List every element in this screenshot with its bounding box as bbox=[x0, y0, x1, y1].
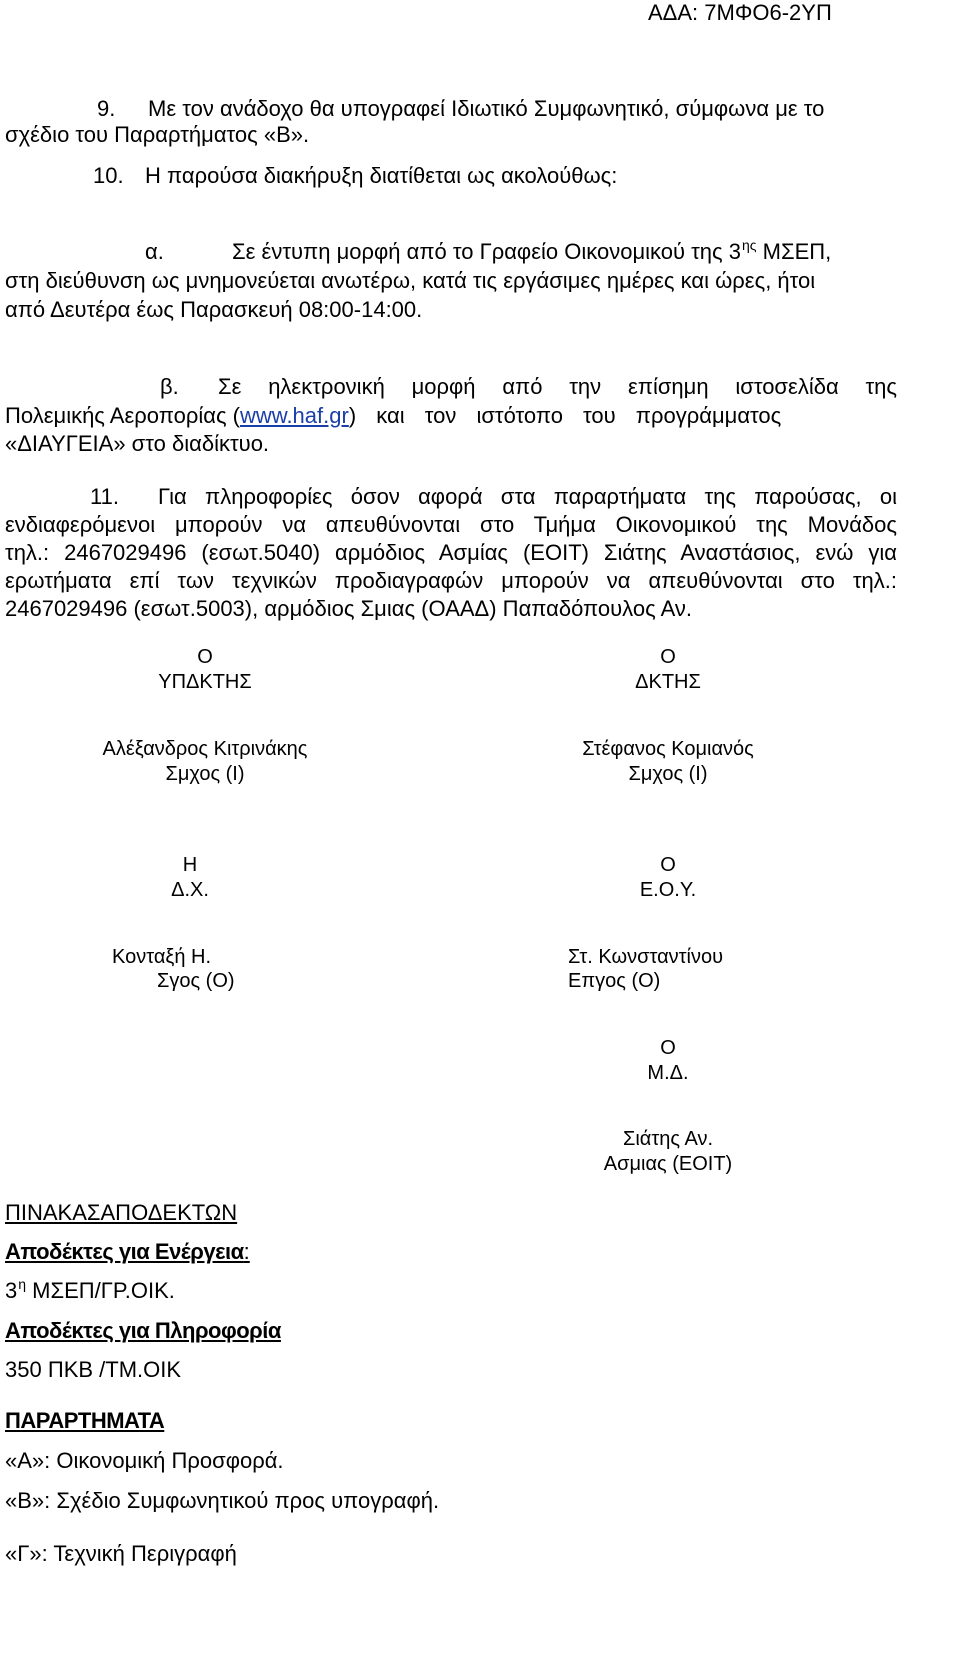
subitem-a-line-2: στη διεύθυνση ως μνημονεύεται ανωτέρω, κατά τις εργάσιμες ημέρες και ώρες, ήτοι bbox=[5, 268, 816, 293]
action-recipient-item: $3^\eta$ ΜΣΕΠ/ΓΡ.ΟΙΚ. bbox=[5, 1276, 175, 1303]
signature-left-1-rank: Σμχος (Ι) bbox=[165, 763, 245, 785]
paragraph-11-line-4: ερωτήματα επί των τεχνικών προδιαγραφών μπορούν να απευθύνονται στο τηλ.: bbox=[5, 568, 897, 593]
signature-left-2-rank: Σγος (Ο) bbox=[157, 970, 235, 992]
annex-b: «Β»: Σχέδιο Συμφωνητικού προς υπογραφή. bbox=[5, 1488, 440, 1513]
paragraph-11-line-1: Για πληροφορίες όσον αφορά στα παραρτήματα της παρούσας, οι bbox=[158, 484, 897, 509]
paragraph-11-line-2: ενδιαφερόμενοι μπορούν να απευθύνονται στο Τμήμα Οικονομικού της Μονάδος bbox=[5, 512, 897, 537]
paragraph-9-line-2: σχέδιο του Παραρτήματος «Β». bbox=[5, 122, 310, 147]
signature-right-1-title: ΔΚΤΗΣ bbox=[635, 671, 701, 693]
subitem-a-label: α. bbox=[145, 239, 164, 264]
action-recipients-heading: Αποδέκτες για Ενέργεια: bbox=[5, 1239, 250, 1264]
annex-a: «Α»: Οικονομική Προσφορά. bbox=[5, 1448, 284, 1473]
subitem-b-line-3: «ΔΙΑΥΓΕΙΑ» στο διαδίκτυο. bbox=[5, 431, 270, 456]
paragraph-9-number: 9. bbox=[97, 96, 116, 121]
signature-center-rank: Ασμιας (ΕΟΙΤ) bbox=[603, 1153, 733, 1175]
annexes-heading: ΠΑΡΑΡΤΗΜΑΤΑ bbox=[5, 1408, 165, 1433]
signature-left-1-name: Αλέξανδρος Κιτρινάκης bbox=[102, 738, 308, 760]
signature-left-1-article: Ο bbox=[197, 646, 213, 668]
signature-right-2-rank: Επγος (Ο) bbox=[568, 970, 661, 992]
subitem-b-line-2: Πολεμικής Αεροπορίας (www.haf.gr) και τον ιστότοπο του προγράμματος bbox=[5, 403, 782, 428]
signature-right-1-article: Ο bbox=[660, 646, 676, 668]
subitem-a-line-3: από Δευτέρα έως Παρασκευή 08:00-14:00. bbox=[5, 297, 423, 322]
signature-left-2-title: Δ.Χ. bbox=[171, 879, 209, 901]
signature-right-1-rank: Σμχος (Ι) bbox=[628, 763, 708, 785]
paragraph-10-text: Η παρούσα διακήρυξη διατίθεται ως ακολούθως: bbox=[145, 163, 618, 188]
signature-right-1-name: Στέφανος Κομιανός bbox=[582, 738, 754, 760]
signature-left-2-article: Η bbox=[182, 854, 198, 876]
signature-right-2-article: Ο bbox=[660, 854, 676, 876]
paragraph-10-number: 10. bbox=[93, 163, 124, 188]
info-recipient-item: 350 ΠΚΒ /ΤΜ.ΟΙΚ bbox=[5, 1357, 182, 1382]
distribution-heading: ΠΙΝΑΚΑΣΑΠΟΔΕΚΤΩΝ bbox=[5, 1200, 238, 1225]
info-recipients-heading: Αποδέκτες για Πληροφορία bbox=[5, 1318, 281, 1343]
subitem-b-line-1: Σε ηλεκτρονική μορφή από την επίσημη ιστοσελίδα της bbox=[218, 374, 897, 399]
paragraph-11-number: 11. bbox=[90, 484, 119, 509]
subitem-b-label: β. bbox=[160, 374, 179, 399]
ada-code: ΑΔΑ: 7ΜΦΟ6-2ΥΠ bbox=[648, 0, 832, 25]
signature-right-2-name: Στ. Κωνσταντίνου bbox=[568, 946, 724, 968]
signature-left-2-name: Κονταξή Η. bbox=[112, 946, 212, 968]
paragraph-11-line-3: τηλ.: 2467029496 (εσωτ.5040) αρμόδιος Ασμίας (ΕΟΙΤ) Σιάτης Αναστάσιος, ενώ για bbox=[5, 540, 897, 565]
signature-left-1-title: ΥΠΔΚΤΗΣ bbox=[158, 671, 252, 693]
paragraph-11-line-5: 2467029496 (εσωτ.5003), αρμόδιος Σμιας (ΟΑΑΔ) Παπαδόπουλος Αν. bbox=[5, 596, 692, 621]
signature-center-name: Σιάτης Αν. bbox=[622, 1128, 714, 1150]
subitem-a-line-1: Σε έντυπη μορφή από το Γραφείο Οικονομικού της $3^{\eta\varsigma}$ ΜΣΕΠ, bbox=[232, 237, 832, 264]
annex-c: «Γ»: Τεχνική Περιγραφή bbox=[5, 1541, 237, 1566]
signature-center-title: Μ.Δ. bbox=[647, 1062, 689, 1084]
haf-link[interactable]: www.haf.gr bbox=[240, 403, 349, 428]
signature-right-2-title: Ε.Ο.Υ. bbox=[639, 879, 697, 901]
paragraph-9-line-1: Με τον ανάδοχο θα υπογραφεί Ιδιωτικό Συμφωνητικό, σύμφωνα με το bbox=[148, 96, 825, 121]
signature-center-article: Ο bbox=[660, 1037, 676, 1059]
